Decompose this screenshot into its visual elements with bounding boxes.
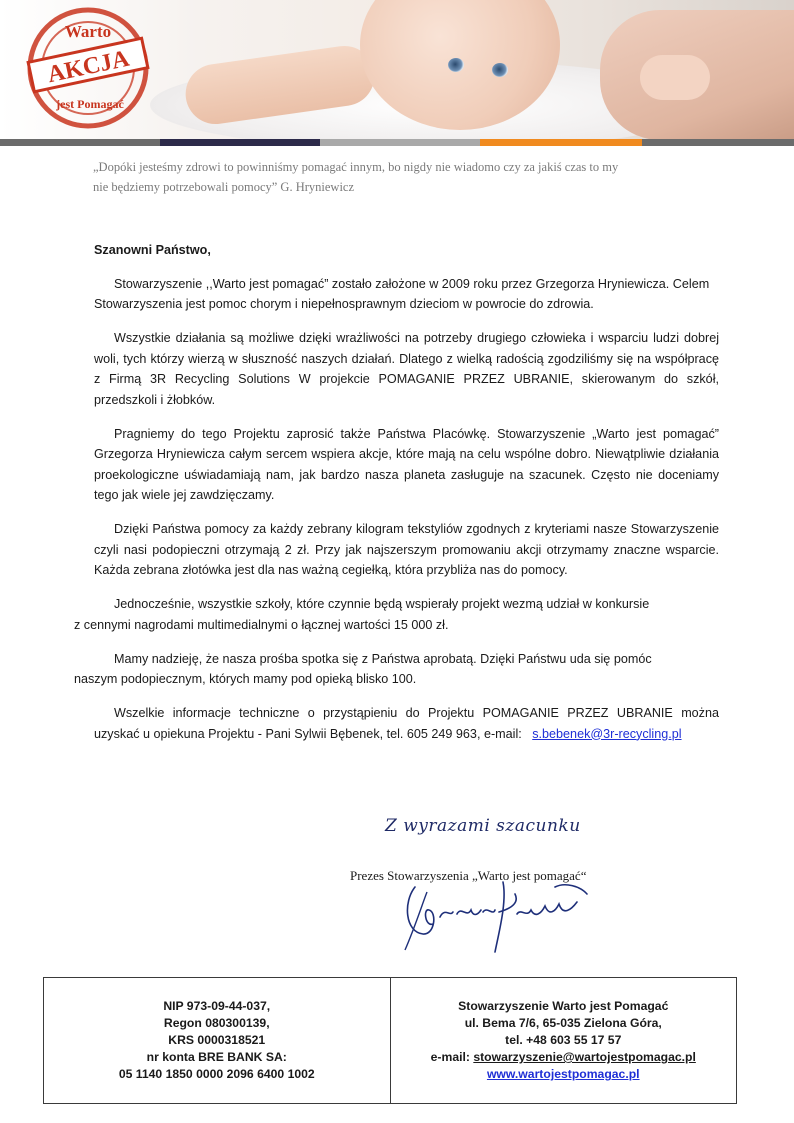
footer-email-link[interactable]: stowarzyszenie@wartojestpomagac.pl xyxy=(473,1050,696,1064)
motto-quote xyxy=(93,157,713,197)
signer-title: Prezes Stowarzyszenia „Warto jest pomagać“ xyxy=(350,868,587,883)
paragraph-cooperation: Wszystkie działania są możliwe dzięki wrażliwości na potrzeby drugiego człowieka i wsparciu ludzi dobrej woli, tych którzy wierzą w słuszność naszych działań. Dlatego z wielką radością zgodziliśmy się na współpracę z Firmą 3R Recycling Solutions W projekcie POMAGANIE PRZEZ UBRANIE, skierowanym do szkół, przedszkoli i żłobków. xyxy=(94,331,719,407)
letter-body xyxy=(74,240,719,744)
baby-eye-right xyxy=(492,63,508,77)
paragraph-hope xyxy=(74,649,719,690)
quote-line: nie będziemy potrzebowali pomocy” G. Hryniewicz xyxy=(93,180,355,194)
baby-hand-graphic xyxy=(640,55,710,100)
strip-segment xyxy=(320,139,480,146)
handwritten-closing: Z wyrazami szacunku xyxy=(385,816,581,836)
strip-segment xyxy=(480,139,642,146)
footer-email-label: e-mail: xyxy=(430,1050,470,1064)
footer-contact-info xyxy=(391,978,737,1103)
warto-akcja-stamp-logo xyxy=(18,4,158,132)
color-strip xyxy=(0,139,794,146)
paragraph-line: Mamy nadzieję, że nasza prośba spotka się z Państwa aprobatą. Dzięki Państwu uda się pomóc xyxy=(114,651,652,666)
email-label: e-mail: xyxy=(483,726,522,741)
footer-phone: tel. +48 603 55 17 57 xyxy=(505,1033,622,1047)
footer-box xyxy=(43,977,737,1104)
strip-segment xyxy=(642,139,794,146)
greeting: Szanowni Państwo, xyxy=(94,243,211,257)
paragraph-contest xyxy=(74,594,719,635)
footer-krs: KRS 0000318521 xyxy=(168,1033,266,1047)
footer-registration-info xyxy=(44,978,391,1103)
paragraph-support: Dzięki Państwa pomocy za każdy zebrany kilogram tekstyliów zgodnych z kryteriami nasze Stowarzyszenie czyli nasi podopieczni otrzymają 2 zł. Przy jak najszerszym promowaniu akcji otrzymamy znaczne wsparcie. Każda zebrana złotówka jest dla nas ważną cegiełką, która przybliża nas do pomocy. xyxy=(94,522,719,577)
handwritten-signature xyxy=(395,872,595,957)
strip-segment xyxy=(0,139,160,146)
stamp-text-middle: AKCJA xyxy=(45,45,132,89)
contact-text: Wszelkie informacje techniczne o przystąpieniu do Projektu POMAGANIE PRZEZ UBRANIE można uzyskać u opiekuna Projektu - Pani Sylwii Bębenek, tel. 605 249 963, xyxy=(94,706,719,741)
paragraph-invitation: Pragniemy do tego Projektu zaprosić także Państwa Placówkę. Stowarzyszenie „Warto jest pomagać” Grzegorza Hryniewicza całym sercem wspiera akcje, które mają na celu wspólne dobro. Niewątpliwie działania proekologiczne uświadamiają nam, jak bardzo nasza planeta zasługuje na szacunek. Często nie doceniamy tego jak wiele jej zawdzięczamy. xyxy=(94,426,719,502)
footer-nip: NIP 973-09-44-037, xyxy=(163,999,271,1013)
stamp-text-bottom: jest Pomagać xyxy=(56,97,124,111)
quote-line: „Dopóki jesteśmy zdrowi to powinniśmy pomagać innym, bo nigdy nie wiadomo czy za jakiś czas to my xyxy=(93,160,619,174)
footer-bank-account: 05 1140 1850 0000 2096 6400 1002 xyxy=(118,1067,315,1081)
paragraph-line: z cennymi nagrodami multimedialnymi o łącznej wartości 15 000 zł. xyxy=(74,617,449,632)
paragraph-line: naszym podopiecznym, których mamy pod opieką blisko 100. xyxy=(74,672,417,686)
footer-email-row xyxy=(431,1049,696,1066)
footer-address: ul. Bema 7/6, 65-035 Zielona Góra, xyxy=(464,1016,662,1030)
header-banner xyxy=(0,0,794,142)
contact-email-link[interactable]: s.bebenek@3r-recycling.pl xyxy=(532,726,682,741)
strip-segment xyxy=(160,139,320,146)
stamp-text-top: Warto xyxy=(64,22,112,41)
paragraph-contact xyxy=(94,703,719,744)
footer-regon: Regon 080300139, xyxy=(163,1016,270,1030)
paragraph-line: Jednocześnie, wszystkie szkoły, które czynnie będą wspierały projekt wezmą udział w konkursie xyxy=(114,597,650,611)
paragraph-intro: Stowarzyszenie ,,Warto jest pomagać” zostało założone w 2009 roku przez Grzegorza Hryniewicza. Celem Stowarzyszenia jest pomoc chorym i niepełnosprawnym dzieciom w powrocie do zdrowia. xyxy=(94,276,710,311)
footer-website-link[interactable]: www.wartojestpomagac.pl xyxy=(486,1067,640,1081)
footer-org-name: Stowarzyszenie Warto jest Pomagać xyxy=(458,999,669,1013)
footer-bank-label: nr konta BRE BANK SA: xyxy=(146,1050,287,1064)
baby-eye-left xyxy=(448,58,464,72)
